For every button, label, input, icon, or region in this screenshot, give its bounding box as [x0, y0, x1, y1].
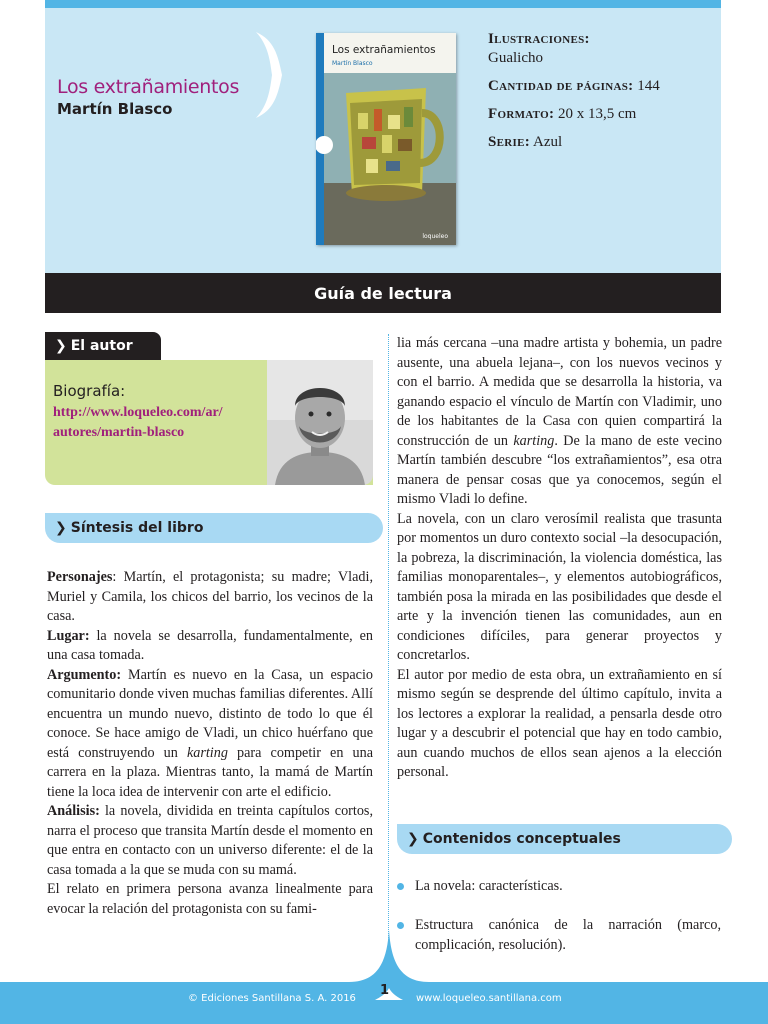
- sintesis-section-header: [45, 513, 383, 543]
- right-p1-text: lia más cercana –una madre artista y bohemia, un padre ausente, una abuela lejana–, con los nuevos vecinos y con el barrio. A medida que se desarrolla la historia, va ganando espacio el vínculo de Martín con Vladimir, uno de los habitantes de la Casa con quien compartirá la construcción de un: [397, 335, 722, 449]
- sintesis-label: Síntesis del libro: [70, 520, 204, 536]
- cover-publisher-logo: loqueleo: [422, 233, 448, 240]
- spec-value: Gualicho: [488, 50, 543, 66]
- book-title: Los extrañamientos: [57, 76, 240, 98]
- footer-copyright: © Ediciones Santillana S. A. 2016: [188, 993, 356, 1004]
- right-p1-emphasis: karting: [513, 432, 555, 449]
- argumento-emphasis: karting: [186, 744, 228, 761]
- right-paragraph-1: [397, 334, 722, 510]
- argumento-label: Argumento:: [47, 666, 122, 683]
- personajes-text: : Martín, el protagonista; su madre; Vladi, Muriel y Camila, los chicos del barrio, los vecinos de la casa.: [47, 569, 373, 624]
- cover-title: Los extrañamientos: [332, 44, 436, 56]
- bio-link-line2[interactable]: autores/martin-blasco: [53, 425, 185, 440]
- cover-author: Martín Blasco: [332, 60, 373, 67]
- spec-format: [488, 105, 660, 124]
- analisis-label: Análisis:: [47, 803, 100, 819]
- book-cover-image: [316, 33, 456, 245]
- contenidos-section-header: [397, 824, 732, 854]
- spec-value: 144: [637, 78, 660, 94]
- spec-label: Formato:: [488, 106, 555, 122]
- spec-label: Ilustraciones:: [488, 31, 590, 47]
- analisis-text: la novela, dividida en treinta capítulos cortos, narra el proceso que transita Martín desde el momento en que entra en contacto con un universo diferente: el de la casa tomada a la que se muda con su mamá.: [47, 803, 373, 878]
- author-photo: [267, 360, 373, 485]
- bio-label: Biografía:: [53, 382, 126, 400]
- right-paragraph-2: La novela, con un claro verosímil realista que trasunta por momentos un duro contexto social –la desocupación, la pobreza, la discriminación, la violencia doméstica, las familias monoparentales–, y elementos autobiográficos, también posa la mirada en las posibilidades que desde el arte y la invención tienen las comunidades, aun en condiciones difíciles, para generar proyectos y concretarlos.: [397, 510, 722, 663]
- page-number: 1: [380, 983, 390, 998]
- right-p1-text-end: . De la mano de este vecino Martín también descubre “los extrañamientos”, esa otra manera de pensar cosas que ya conocemos, según el mismo Vladi lo define.: [397, 432, 722, 507]
- spec-illustrations: [488, 30, 660, 68]
- guide-title-bar: [45, 273, 721, 313]
- autor-section-tab: [45, 332, 161, 362]
- contenidos-label: Contenidos conceptuales: [422, 831, 621, 847]
- spec-value: 20 x 13,5 cm: [558, 106, 637, 122]
- lugar-label: Lugar:: [47, 627, 90, 644]
- chevron-right-icon: ❯: [407, 831, 419, 847]
- spec-value: Azul: [532, 134, 563, 150]
- bracket-decoration: [252, 30, 298, 120]
- argumento-text: Martín es nuevo en la Casa, un espacio comunitario donde viven muchas familias diferentes. Allí encuentra un mundo nuevo, distinto de todo lo que él conoce. Se hace amigo de Vladi, un chico huérfano que está construyendo un: [47, 666, 373, 761]
- guide-title: Guía de lectura: [314, 284, 452, 303]
- cover-illustration: [316, 33, 456, 245]
- autor-tab-label: El autor: [70, 338, 133, 354]
- right-column-text: [397, 334, 722, 783]
- argumento-text-end: para competir en una carrera en la plaza. Mientras tanto, la mamá de Martín tiene la loca idea de intervenir con arte el edificio.: [47, 744, 373, 800]
- personajes-label: Personajes: [47, 569, 113, 585]
- analisis-paragraph: [47, 802, 373, 880]
- relato-paragraph: El relato en primera persona avanza linealmente para evocar la relación del protagonista con su fami-: [47, 881, 373, 917]
- book-author: Martín Blasco: [57, 100, 173, 118]
- personajes-paragraph: [47, 568, 373, 627]
- spec-label: Serie:: [488, 134, 531, 150]
- chevron-right-icon: ❯: [55, 520, 67, 536]
- spec-label: Cantidad de páginas:: [488, 78, 634, 94]
- book-specs: [488, 30, 660, 161]
- contenido-text: La novela: características.: [415, 878, 563, 894]
- spec-series: [488, 133, 660, 152]
- top-accent-bar: [45, 0, 721, 8]
- bullet-icon: [397, 883, 404, 890]
- lugar-paragraph: [47, 627, 373, 666]
- footer-website-link[interactable]: www.loqueleo.santillana.com: [416, 993, 562, 1004]
- right-paragraph-3: El autor por medio de esta obra, un extrañamiento en sí mismo según se desprende del último capítulo, invita a los lectores a explorar la realidad, a pensarla desde otro lugar y a descubrir el potencial que hay en todo cambio, aun cuando muchos de ellos sean ajenos a la elección personal.: [397, 666, 722, 780]
- chevron-right-icon: ❯: [55, 338, 67, 354]
- contenido-item: [415, 916, 721, 955]
- left-column-text: [47, 568, 373, 919]
- column-divider: [388, 334, 389, 954]
- argumento-paragraph: [47, 666, 373, 803]
- bullet-icon: [397, 922, 404, 929]
- contenido-text: Estructura canónica de la narración (marco, complicación, resolución).: [415, 917, 721, 953]
- author-photo-image: [267, 360, 373, 485]
- bio-link-line1[interactable]: http://www.loqueleo.com/ar/: [53, 405, 223, 420]
- lugar-text: la novela se desarrolla, fundamentalmente, en una casa tomada.: [47, 627, 373, 663]
- bio-link[interactable]: [53, 403, 268, 443]
- spec-pages: [488, 77, 660, 96]
- contenido-item: [415, 877, 721, 897]
